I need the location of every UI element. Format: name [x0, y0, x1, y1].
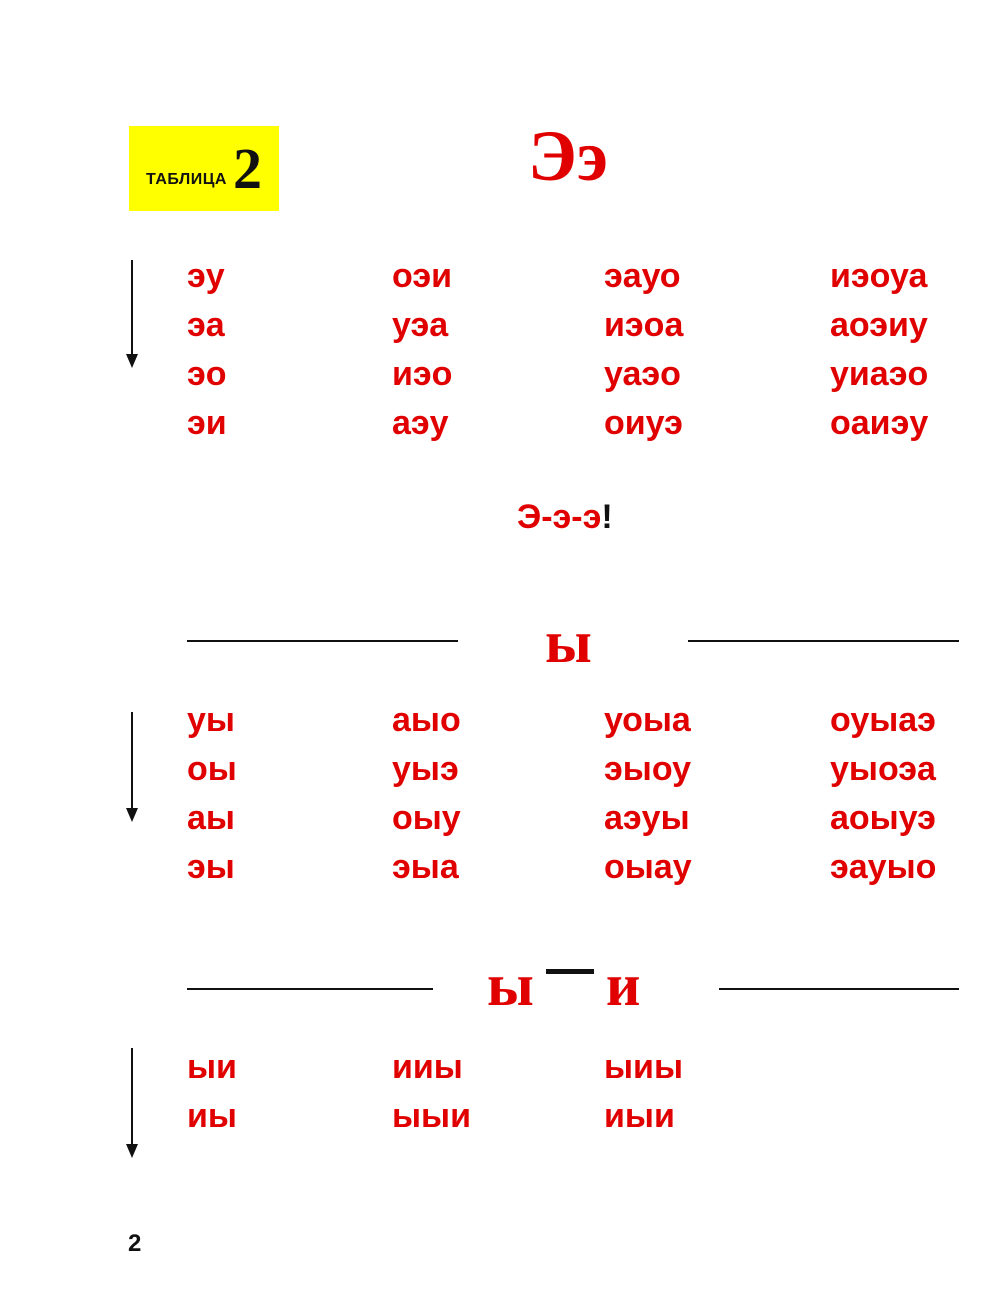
down-arrow-icon	[126, 260, 138, 368]
syllable: аы	[187, 799, 235, 837]
syllable: эы	[187, 848, 235, 886]
section-title: ы	[545, 609, 592, 675]
syllable: ииы	[392, 1048, 463, 1086]
divider-left	[187, 988, 433, 990]
down-arrow-icon	[126, 1048, 138, 1158]
syllable: оаиэу	[830, 404, 929, 442]
exclamation-text: Э-э-э	[517, 498, 602, 536]
badge-label: ТАБЛИЦА	[146, 170, 227, 188]
badge-number: 2	[232, 135, 262, 201]
syllable-grid-2	[187, 696, 960, 892]
syllable: ыыи	[392, 1097, 471, 1135]
syllable: аоэиу	[830, 306, 928, 344]
page-title: Ээ	[528, 116, 608, 196]
syllable: оиуэ	[604, 404, 683, 442]
syllable: эи	[187, 404, 227, 442]
syllable: аоыуэ	[830, 799, 936, 837]
title-right-letter: и	[605, 952, 641, 1018]
syllable: эауо	[604, 257, 681, 295]
divider-right	[688, 640, 959, 642]
syllable: иэоа	[604, 306, 684, 344]
exclamation-mark: !	[601, 498, 613, 536]
exclamation	[517, 500, 613, 534]
syllable: иы	[187, 1097, 237, 1135]
syllable: уиаэо	[830, 355, 929, 393]
divider-left	[187, 640, 458, 642]
page-number: 2	[128, 1230, 142, 1257]
dash	[546, 969, 594, 974]
syllable-grid-1	[187, 252, 960, 448]
syllable: эыа	[392, 848, 459, 886]
divider-right	[719, 988, 959, 990]
syllable: иыи	[604, 1097, 675, 1135]
syllable: эыоу	[604, 750, 692, 788]
syllable: ыиы	[604, 1048, 683, 1086]
syllable: уэа	[392, 306, 449, 344]
table-badge	[129, 126, 279, 211]
syllable: эо	[187, 355, 227, 393]
syllable: уы	[187, 701, 235, 739]
syllable: оы	[187, 750, 237, 788]
syllable: аэуы	[604, 799, 690, 837]
syllable: оыау	[604, 848, 692, 886]
syllable: оэи	[392, 257, 452, 295]
syllable: эу	[187, 257, 225, 295]
down-arrow-icon	[126, 712, 138, 822]
syllable: иэо	[392, 355, 453, 393]
syllable: уаэо	[604, 355, 681, 393]
section-title-pair	[487, 952, 641, 1018]
syllable: аэу	[392, 404, 449, 442]
syllable-grid-3	[187, 1043, 960, 1141]
syllable: иэоуа	[830, 257, 928, 295]
syllable: эа	[187, 306, 225, 344]
syllable: уоыа	[604, 701, 691, 739]
syllable: уыоэа	[830, 750, 936, 788]
title-left-letter: ы	[487, 952, 534, 1018]
syllable: ыи	[187, 1048, 237, 1086]
syllable: уыэ	[392, 750, 459, 788]
syllable: оыу	[392, 799, 461, 837]
syllable: оуыаэ	[830, 701, 936, 739]
syllable: эауыо	[830, 848, 937, 886]
syllable: аыо	[392, 701, 461, 739]
